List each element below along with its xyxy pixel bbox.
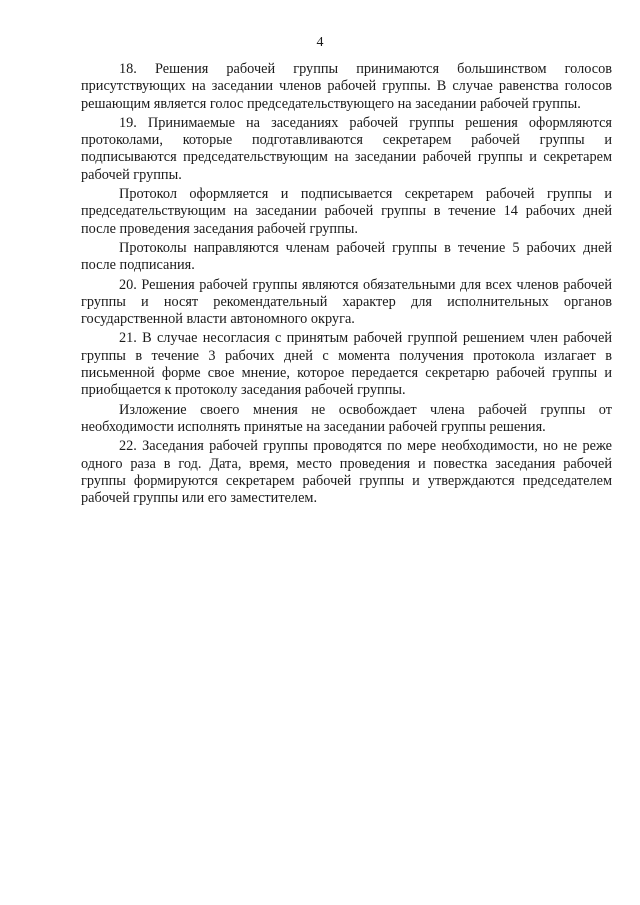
document-body <box>81 61 612 509</box>
paragraph-protocol-distribution: Протоколы направляются членам рабочей группы в течение 5 рабочих дней после подписания. <box>81 239 612 274</box>
paragraph-item-22: 22. Заседания рабочей группы проводятся по мере необходимости, но не реже одного раза в год. Дата, время, место проведения и повестка заседания рабочей группы формируются секретарем рабочей группы и утверждаются председателем рабочей группы или его заместителем. <box>81 438 612 507</box>
paragraph-item-21: 21. В случае несогласия с принятым рабочей группой решением член рабочей группы в течение 3 рабочих дней с момента получения протокола излагает в письменной форме свое мнение, которое передается секретарю рабочей группы и приобщается к протоколу заседания рабочей группы. <box>81 330 612 399</box>
paragraph-item-19: 19. Принимаемые на заседаниях рабочей группы решения оформляются протоколами, которые подготавливаются секретарем рабочей группы и подписываются председательствующим на заседании рабочей группы и секретарем рабочей группы. <box>81 114 612 183</box>
paragraph-item-20: 20. Решения рабочей группы являются обязательными для всех членов рабочей группы и носят рекомендательный характер для исполнительных органов государственной власти автономного округа. <box>81 276 612 328</box>
paragraph-item-18: 18. Решения рабочей группы принимаются большинством голосов присутствующих на заседании членов рабочей группы. В случае равенства голосов решающим является голос председательствующего на заседании рабочей группы. <box>81 61 612 112</box>
paragraph-protocol-signing: Протокол оформляется и подписывается секретарем рабочей группы и председательствующим на заседании рабочей группы в течение 14 рабочих дней после проведения заседания рабочей группы. <box>81 186 612 237</box>
paragraph-opinion-statement: Изложение своего мнения не освобождает члена рабочей группы от необходимости исполнять принятые на заседании рабочей группы решения. <box>81 401 612 435</box>
page-number: 4 <box>316 35 324 50</box>
